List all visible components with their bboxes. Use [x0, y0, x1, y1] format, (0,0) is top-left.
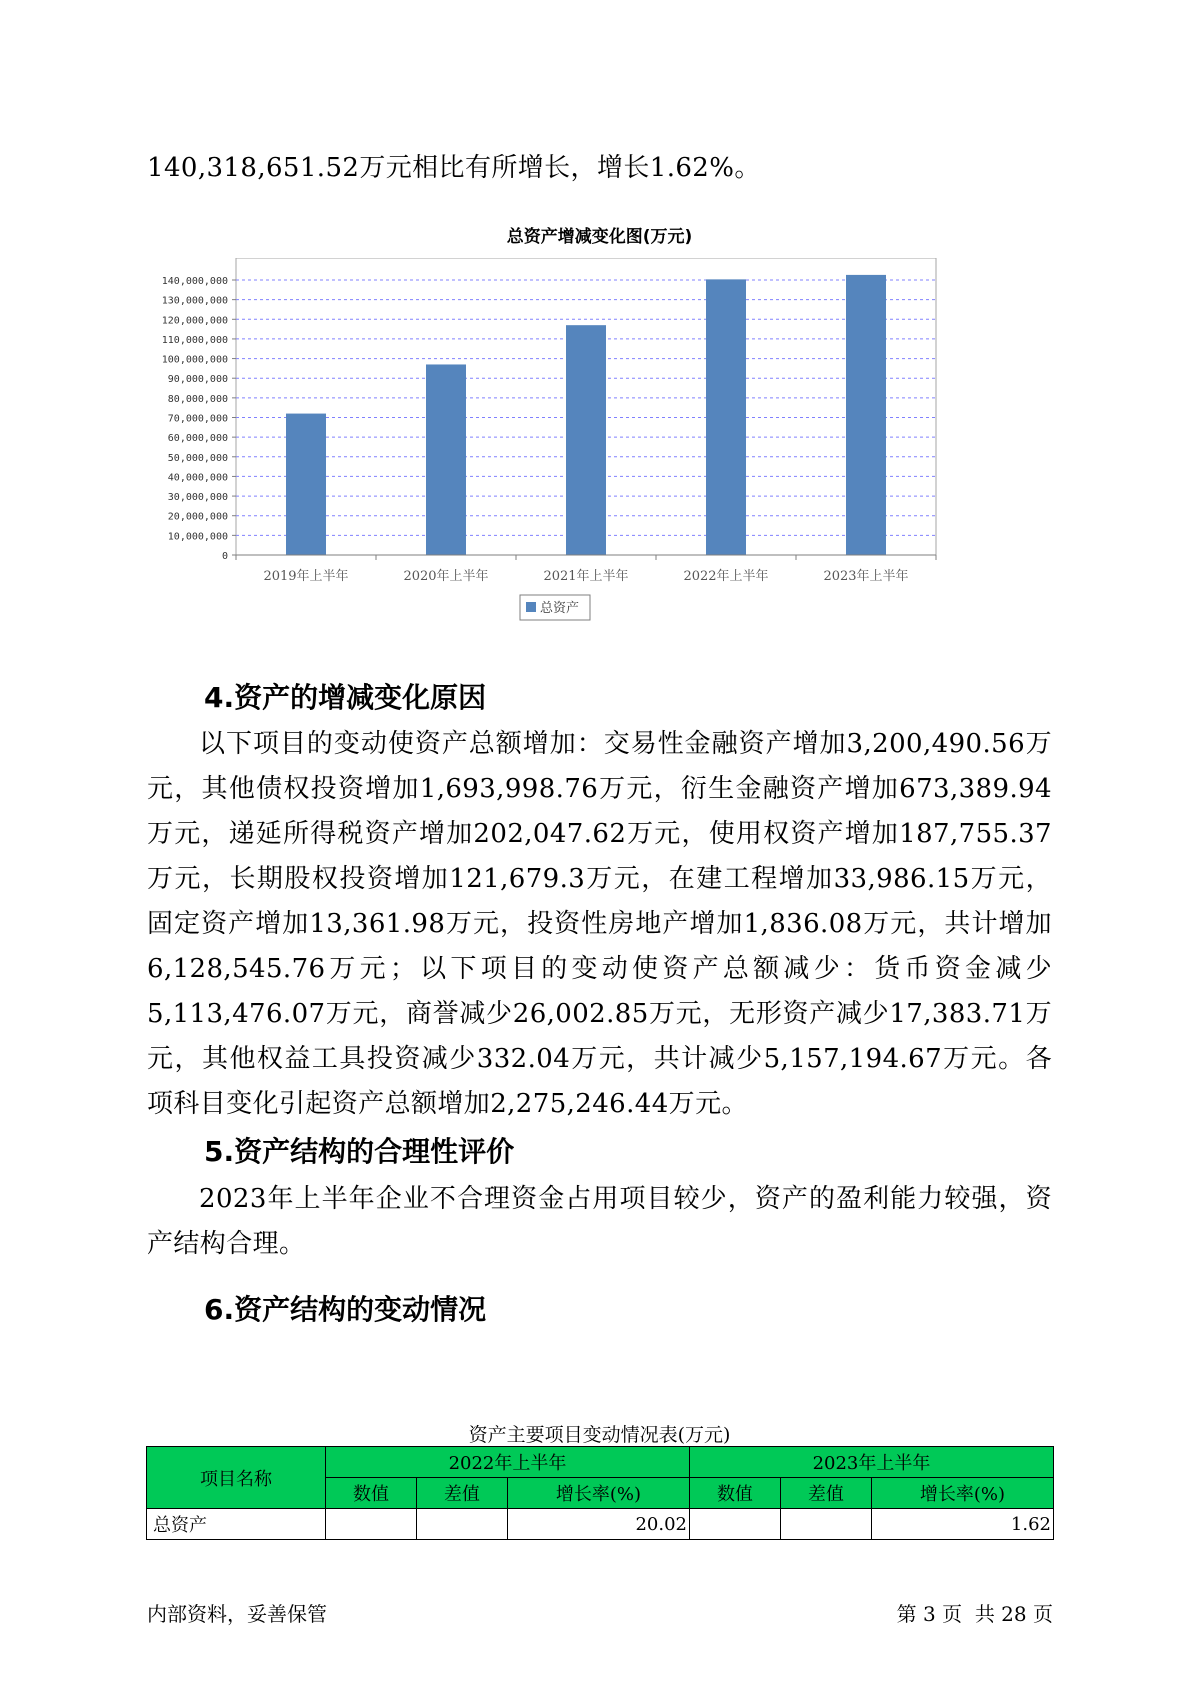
section-5-body: 2023年上半年企业不合理资金占用项目较少，资产的盈利能力较强，资产结构合理。	[147, 1184, 1052, 1259]
y-tick-label: 60,000,000	[167, 433, 228, 445]
section-5-heading: 5.资产结构的合理性评价	[204, 1135, 515, 1168]
x-tick-label: 2023年上半年	[823, 569, 909, 584]
bar	[426, 364, 466, 555]
bar	[566, 325, 606, 555]
y-tick-label: 70,000,000	[167, 413, 228, 425]
header-period-2022: 2022年上半年	[326, 1447, 690, 1478]
bar	[286, 414, 326, 555]
y-tick-label: 130,000,000	[161, 295, 228, 307]
row-value-2022	[326, 1509, 417, 1540]
chart-legend	[520, 595, 590, 620]
asset-changes-table	[146, 1446, 1054, 1540]
y-tick-label: 20,000,000	[167, 511, 228, 523]
row-rate-2023: 1.62	[871, 1509, 1053, 1540]
row-value-2023	[689, 1509, 780, 1540]
table-header-row	[147, 1447, 1054, 1478]
row-name: 总资产	[147, 1509, 326, 1540]
section-4-heading: 4.资产的增减变化原因	[204, 681, 487, 714]
footer-left: 内部资料，妥善保管	[147, 1602, 327, 1626]
header-period-2023: 2023年上半年	[689, 1447, 1053, 1478]
subheader-rate-2023: 增长率(%)	[871, 1478, 1053, 1509]
subheader-diff-2023: 差值	[780, 1478, 871, 1509]
x-tick-label: 2020年上半年	[403, 569, 489, 584]
subheader-value-2022: 数值	[326, 1478, 417, 1509]
subheader-rate-2022: 增长率(%)	[507, 1478, 689, 1509]
section-4-body: 以下项目的变动使资产总额增加：交易性金融资产增加3,200,490.56万元，其他债权投资增加1,693,998.76万元，衍生金融资产增加673,389.94万元，递延所得税资产增加202,047.62万元，使用权资产增加187,755.37万元，长期股权投资增加121,679.3万元，在建工程增加33,986.15万元，固定资产增加13,361.98万元，投资性房地产增加1,836.08万元，共计增加6,128,545.76万元；以下项目的变动使资产总额减少：货币资金减少5,113,476.07万元，商誉减少26,002.85万元，无形资产减少17,383.71万元，其他权益工具投资减少332.04万元，共计减少5,157,194.67万元。各项科目变化引起资产总额增加2,275,246.44万元。	[147, 729, 1052, 1119]
row-rate-2022: 20.02	[507, 1509, 689, 1540]
subheader-diff-2022: 差值	[416, 1478, 507, 1509]
y-tick-label: 10,000,000	[167, 531, 228, 543]
row-diff-2022	[416, 1509, 507, 1540]
x-tick-label: 2019年上半年	[263, 569, 349, 584]
section-6-heading: 6.资产结构的变动情况	[204, 1293, 487, 1326]
y-tick-label: 140,000,000	[161, 276, 228, 287]
table-row	[147, 1509, 1054, 1540]
x-tick-label: 2022年上半年	[683, 569, 769, 584]
y-tick-label: 90,000,000	[167, 374, 228, 386]
intro-line: 140,318,651.52万元相比有所增长，增长1.62%。	[147, 153, 761, 183]
table-title: 资产主要项目变动情况表(万元)	[468, 1424, 731, 1446]
footer-page-number: 第 3 页 共 28 页	[896, 1602, 1053, 1626]
y-tick-label: 80,000,000	[167, 393, 228, 405]
bar	[846, 275, 886, 555]
y-tick-label: 30,000,000	[167, 492, 228, 504]
y-tick-label: 0	[221, 551, 228, 562]
legend-label: 总资产	[540, 601, 580, 616]
header-item-name: 项目名称	[147, 1447, 326, 1509]
y-tick-label: 50,000,000	[167, 452, 228, 464]
legend-swatch	[526, 602, 536, 612]
row-diff-2023	[780, 1509, 871, 1540]
y-tick-label: 120,000,000	[161, 315, 228, 327]
y-tick-label: 40,000,000	[167, 472, 228, 484]
total-assets-bar-chart	[160, 258, 960, 630]
chart-title: 总资产增减变化图(万元)	[506, 227, 693, 247]
bar	[706, 279, 746, 555]
subheader-value-2023: 数值	[689, 1478, 780, 1509]
x-tick-label: 2021年上半年	[543, 569, 629, 584]
y-tick-label: 110,000,000	[161, 334, 228, 346]
y-tick-label: 100,000,000	[161, 354, 228, 366]
